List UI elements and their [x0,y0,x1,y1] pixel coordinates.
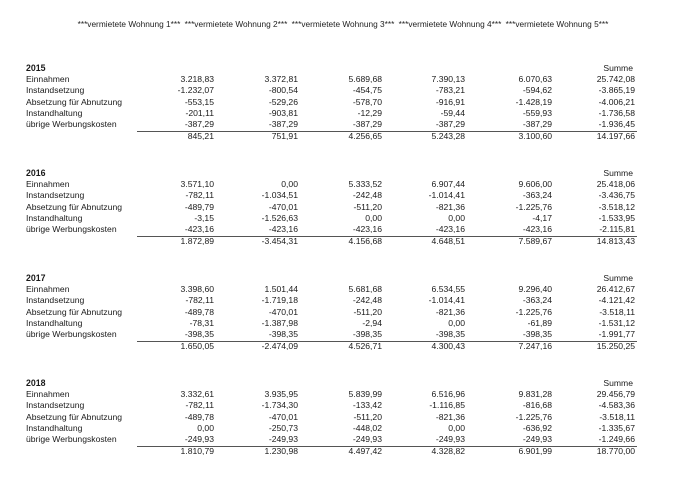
value-cell: -363,24 [522,295,552,306]
row-label: Absetzung für Abnutzung [26,201,123,212]
summe-header: Summe [603,273,633,283]
summe-cell: 25.742,08 [596,74,635,85]
summe-cell: -4.121,42 [598,295,635,306]
value-cell: -553,15 [184,96,214,107]
summe-cell: -1.531,12 [598,317,635,328]
summe-cell: -2.115,81 [599,223,635,234]
total-cell: 845,21 [187,131,214,142]
value-cell: -916,91 [435,96,465,107]
value-cell: -242,48 [352,295,382,306]
row-label: Instandsetzung [26,190,85,201]
value-cell: -578,70 [352,96,382,107]
table-row [26,224,646,235]
value-cell: 6.516,96 [431,389,465,400]
value-cell: 0,00 [448,422,465,433]
value-cell: -454,75 [352,85,382,96]
value-cell: -1.014,41 [428,190,465,201]
row-label: Instandhaltung [26,422,83,433]
table-row [26,434,646,445]
summe-cell: 26.412,67 [596,284,635,295]
summe-cell: -1.936,45 [598,118,635,129]
total-cell: 4.156,68 [348,236,382,247]
table-row [26,295,646,306]
table-row [26,412,646,423]
row-label: übrige Werbungskosten [26,328,117,339]
year-label: 2018 [26,378,46,388]
value-cell: -1.232,07 [177,85,214,96]
summe-cell: -4.583,36 [598,400,635,411]
value-cell: 3.398,60 [180,284,214,295]
value-cell: -1.034,51 [261,190,298,201]
summe-cell: -3.518,12 [598,201,635,212]
header-wohnung-1: ***vermietete Wohnung 1*** [77,19,181,29]
value-cell: 7.390,13 [431,74,465,85]
header-wohnung-3: ***vermietete Wohnung 3*** [291,19,395,29]
value-cell: 0,00 [448,317,465,328]
table-row [26,74,646,85]
value-cell: -470,01 [268,201,298,212]
summe-total-cell: 14.813,43 [596,236,635,247]
row-label: Absetzung für Abnutzung [26,96,123,107]
value-cell: -12,29 [357,107,382,118]
value-cell: -133,42 [352,400,382,411]
total-cell: 4.497,42 [348,446,382,457]
value-cell: -529,26 [268,96,298,107]
value-cell: -489,79 [184,201,214,212]
value-cell: -59,44 [440,107,465,118]
value-cell: -2,94 [362,317,382,328]
value-cell: 0,00 [281,179,298,190]
total-cell: 5.243,28 [431,131,465,142]
year-label: 2017 [26,273,46,283]
total-cell: 4.256,65 [348,131,382,142]
value-cell: -398,35 [435,328,465,339]
value-cell: -1.734,30 [261,400,298,411]
value-cell: -387,29 [184,118,214,129]
summe-cell: 29.456,79 [596,389,635,400]
row-label: Instandhaltung [26,107,83,118]
value-cell: -511,20 [353,411,382,422]
value-cell: -489,78 [184,306,214,317]
value-cell: -1.225,76 [515,201,552,212]
value-cell: -249,93 [268,433,298,444]
row-label: Absetzung für Abnutzung [26,411,123,422]
value-cell: -387,29 [268,118,298,129]
summe-cell: 25.418,06 [596,179,635,190]
row-label: Instandsetzung [26,85,85,96]
year-section-2015 [26,63,646,142]
year-section-2017 [26,273,646,352]
summe-header: Summe [603,378,633,388]
value-cell: -470,01 [268,306,298,317]
value-cell: -559,93 [522,107,552,118]
value-cell: -423,16 [435,223,465,234]
value-cell: -398,35 [522,328,552,339]
value-cell: 3.218,83 [180,74,214,85]
summe-cell: -3.436,75 [598,190,635,201]
table-row [26,307,646,318]
summe-cell: -1.736,58 [598,107,635,118]
value-cell: 9.831,28 [518,389,552,400]
value-cell: -1.225,76 [515,411,552,422]
value-cell: -61,89 [527,317,552,328]
total-cell: 1.650,05 [180,341,214,352]
value-cell: -423,16 [522,223,552,234]
summe-cell: -1.991,77 [598,328,635,339]
total-row [26,236,646,247]
total-cell: 7.589,67 [518,236,552,247]
row-label: Instandhaltung [26,212,83,223]
value-cell: -782,11 [185,190,214,201]
summe-cell: -1.335,67 [598,422,635,433]
value-cell: 5.839,99 [348,389,382,400]
row-label: Einnahmen [26,179,70,190]
year-header-row [26,168,646,179]
table-row [26,423,646,434]
total-row [26,446,646,457]
value-cell: -903,81 [268,107,298,118]
value-cell: -1.428,19 [515,96,552,107]
row-label: übrige Werbungskosten [26,118,117,129]
total-row [26,341,646,352]
value-cell: -821,36 [435,306,465,317]
value-cell: 1.501,44 [264,284,298,295]
value-cell: -1.225,76 [515,306,552,317]
table-row [26,202,646,213]
row-label: übrige Werbungskosten [26,433,117,444]
row-label: Instandsetzung [26,295,85,306]
year-section-2018 [26,378,646,457]
value-cell: -423,16 [268,223,298,234]
summe-cell: -4.006,21 [598,96,635,107]
value-cell: -3,15 [194,212,214,223]
value-cell: -783,21 [435,85,465,96]
total-cell: -2.474,09 [261,341,298,352]
value-cell: -398,35 [184,328,214,339]
table-row [26,318,646,329]
header-wohnung-5: ***vermietete Wohnung 5*** [505,19,609,29]
year-header-row [26,273,646,284]
value-cell: -1.014,41 [428,295,465,306]
value-cell: 3.332,61 [180,389,214,400]
value-cell: -201,11 [185,107,214,118]
value-cell: -782,11 [185,295,214,306]
value-cell: -423,16 [184,223,214,234]
value-cell: -800,54 [268,85,298,96]
table-row [26,190,646,201]
summe-cell: -3.865,19 [598,85,635,96]
year-header-row [26,378,646,389]
row-label: Einnahmen [26,74,70,85]
value-cell: 6.070,63 [518,74,552,85]
table-row [26,389,646,400]
value-cell: -821,36 [435,411,465,422]
value-cell: -821,36 [435,201,465,212]
summe-total-cell: 18.770,00 [596,446,635,457]
value-cell: 0,00 [365,212,382,223]
value-cell: 9.606,00 [518,179,552,190]
summe-header: Summe [603,168,633,178]
value-cell: -398,35 [268,328,298,339]
value-cell: -249,93 [184,433,214,444]
total-cell: 3.100,60 [518,131,552,142]
value-cell: -423,16 [352,223,382,234]
column-header [0,19,686,29]
value-cell: -363,24 [522,190,552,201]
value-cell: -249,93 [352,433,382,444]
value-cell: -816,68 [522,400,552,411]
total-cell: 4.328,82 [431,446,465,457]
value-cell: -1.526,63 [261,212,298,223]
year-label: 2015 [26,63,46,73]
value-cell: -511,20 [353,201,382,212]
summe-total-cell: 14.197,66 [596,131,635,142]
table-row [26,179,646,190]
summe-header: Summe [603,63,633,73]
value-cell: 0,00 [197,422,214,433]
value-cell: -1.116,85 [429,400,465,411]
year-header-row [26,63,646,74]
table-row [26,213,646,224]
year-label: 2016 [26,168,46,178]
table-row [26,85,646,96]
value-cell: 3.935,95 [264,389,298,400]
table-row [26,284,646,295]
value-cell: -1.719,18 [261,295,298,306]
value-cell: 5.681,68 [348,284,382,295]
total-cell: 6.901,99 [518,446,552,457]
row-label: Einnahmen [26,284,70,295]
summe-cell: -3.518,11 [599,411,635,422]
table-row [26,97,646,108]
total-cell: 7.247,16 [518,341,552,352]
value-cell: -511,20 [353,306,382,317]
value-cell: -470,01 [268,411,298,422]
value-cell: 3.571,10 [180,179,214,190]
value-cell: -387,29 [522,118,552,129]
table-row [26,108,646,119]
table-row [26,119,646,130]
value-cell: 5.689,68 [348,74,382,85]
total-cell: 751,91 [271,131,298,142]
value-cell: 6.907,44 [431,179,465,190]
value-cell: -387,29 [352,118,382,129]
value-cell: -250,73 [268,422,298,433]
total-row [26,131,646,142]
value-cell: -249,93 [435,433,465,444]
row-label: Instandsetzung [26,400,85,411]
total-cell: 4.300,43 [431,341,465,352]
value-cell: -636,92 [522,422,552,433]
summe-cell: -1.249,66 [598,433,635,444]
value-cell: 3.372,81 [264,74,298,85]
value-cell: -594,62 [522,85,552,96]
table-row [26,400,646,411]
summe-cell: -3.518,11 [599,306,635,317]
row-label: Absetzung für Abnutzung [26,306,123,317]
total-cell: 4.526,71 [348,341,382,352]
value-cell: -782,11 [185,400,214,411]
value-cell: 9.296,40 [518,284,552,295]
value-cell: -4,17 [532,212,552,223]
value-cell: -78,31 [189,317,214,328]
value-cell: -398,35 [352,328,382,339]
total-cell: 1.872,89 [180,236,214,247]
total-cell: 4.648,51 [431,236,465,247]
row-label: Instandhaltung [26,317,83,328]
value-cell: 0,00 [448,212,465,223]
value-cell: -387,29 [435,118,465,129]
total-cell: -3.454,31 [261,236,298,247]
header-wohnung-4: ***vermietete Wohnung 4*** [398,19,502,29]
total-cell: 1.810,79 [180,446,214,457]
value-cell: 5.333,52 [348,179,382,190]
year-section-2016 [26,168,646,247]
total-cell: 1.230,98 [264,446,298,457]
value-cell: -1.387,98 [261,317,298,328]
value-cell: 6.534,55 [431,284,465,295]
row-label: übrige Werbungskosten [26,223,117,234]
value-cell: -448,02 [352,422,382,433]
header-wohnung-2: ***vermietete Wohnung 2*** [184,19,288,29]
table-row [26,329,646,340]
summe-total-cell: 15.250,25 [596,341,635,352]
value-cell: -489,78 [184,411,214,422]
summe-cell: -1.533,95 [598,212,635,223]
value-cell: -242,48 [352,190,382,201]
row-label: Einnahmen [26,389,70,400]
value-cell: -249,93 [522,433,552,444]
